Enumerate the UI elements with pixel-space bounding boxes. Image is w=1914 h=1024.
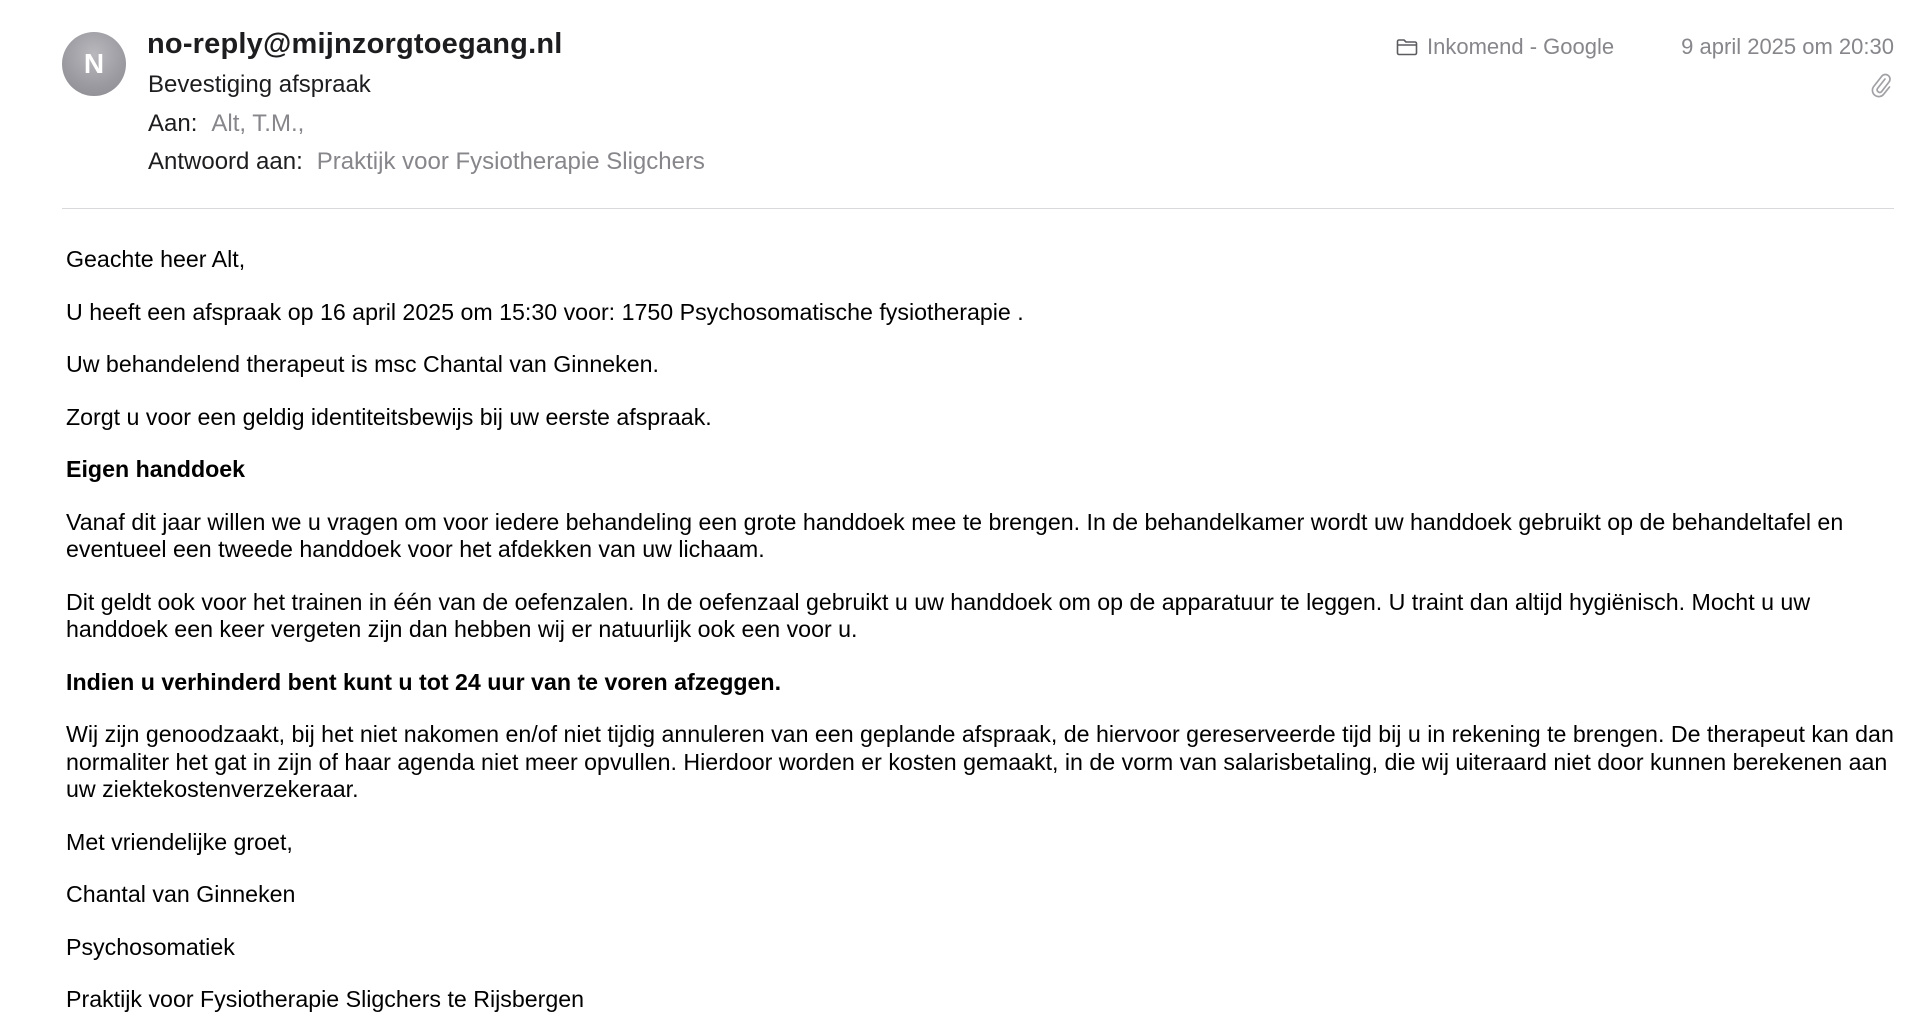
signature-department: Psychosomatiek	[66, 933, 235, 960]
to-recipient[interactable]: Alt, T.M.,	[211, 110, 305, 137]
paperclip-icon[interactable]	[1870, 71, 1892, 99]
folder-icon	[1396, 38, 1418, 56]
therapist-line: Uw behandelend therapeut is msc Chantal van Ginneken.	[66, 351, 659, 377]
towel-paragraph-1: Vanaf dit jaar willen we u vragen om voor iedere behandeling een grote handdoek mee te brengen. In de behandelkamer wordt uw handdoek gebruikt op de behandeltafel en eventueel een tweede handdoek voor het afdekken van uw lichaam.	[66, 508, 1844, 562]
message-body	[66, 246, 1914, 1024]
cancellation-paragraph: Wij zijn genoodzaakt, bij het niet nakomen en/of niet tijdig annuleren van een geplande afspraak, de hiervoor gereserveerde tijd bij u in rekening te brengen. De therapeut kan dan normaliter het gat in zijn of haar agenda niet meer opvullen. Hierdoor worden er kosten gemaakt, in de vorm van salarisbetaling, die wij uiteraard niet door kunnen berekenen aan uw ziektekostenverzekeraar.	[66, 721, 1894, 802]
message-date: 9 april 2025 om 20:30	[1681, 34, 1894, 59]
towel-paragraph-2: Dit geldt ook voor het trainen in één van de oefenzalen. In de oefenzaal gebruikt u uw handdoek om op de apparatuur te leggen. U traint dan altijd hygiënisch. Mocht u uw handdoek een keer vergeten zijn dan hebben wij er natuurlijk ook een voor u.	[66, 588, 1811, 642]
mailbox-location[interactable]	[1396, 34, 1614, 60]
avatar-initial: N	[83, 48, 105, 79]
appointment-line: U heeft een afspraak op 16 april 2025 om 15:30 voor: 1750 Psychosomatische fysiotherapie .	[66, 298, 1024, 325]
reply-to-row	[148, 148, 705, 176]
signature-organisation: Praktijk voor Fysiotherapie Sligchers te Rijsbergen	[66, 986, 585, 1012]
greeting: Geachte heer Alt,	[66, 246, 246, 272]
sender-avatar	[62, 32, 126, 96]
sender-address[interactable]: no-reply@mijnzorgtoegang.nl	[147, 28, 563, 60]
cancellation-heading: Indien u verhinderd bent kunt u tot 24 uur van te voren afzeggen.	[66, 668, 782, 695]
reply-to-label: Antwoord aan:	[148, 148, 303, 175]
recipient-row	[148, 110, 304, 138]
reply-to-address[interactable]: Praktijk voor Fysiotherapie Sligchers	[316, 148, 705, 175]
message-header	[0, 0, 1914, 210]
towel-heading: Eigen handdoek	[66, 456, 246, 482]
message-subject: Bevestiging afspraak	[148, 71, 371, 98]
mailbox-name: Inkomend - Google	[1427, 34, 1615, 59]
to-label: Aan:	[148, 110, 198, 137]
header-divider	[62, 208, 1894, 209]
signature-name: Chantal van Ginneken	[66, 881, 296, 907]
id-note: Zorgt u voor een geldig identiteitsbewijs bij uw eerste afspraak.	[66, 403, 712, 430]
closing: Met vriendelijke groet,	[66, 828, 293, 855]
